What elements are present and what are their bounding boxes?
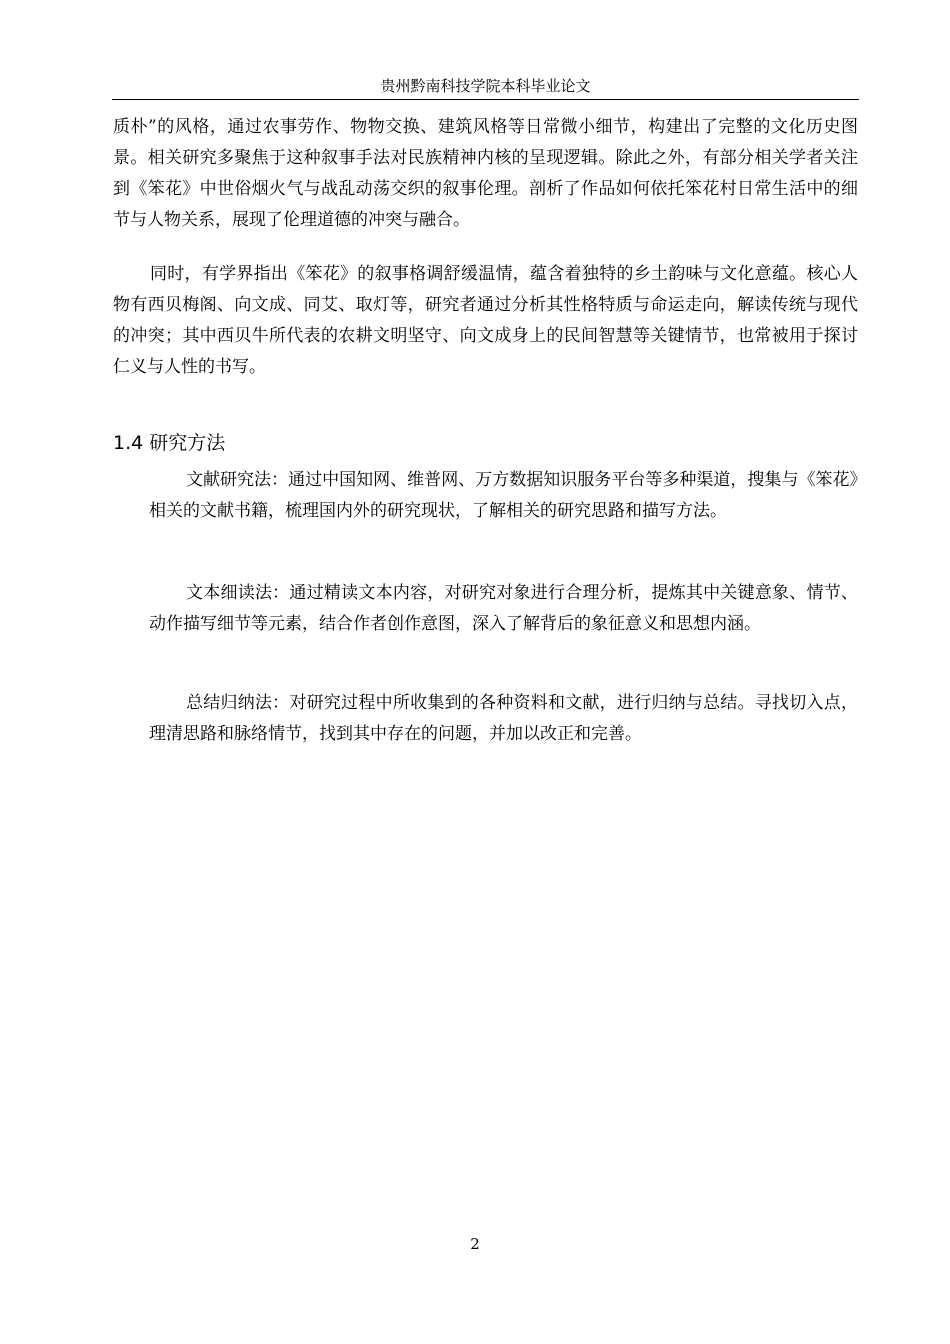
method-paragraph-close-reading: 文本细读法：通过精读文本内容，对研究对象进行合理分析，提炼其中关键意象、情节、动作描写细节等元素，结合作者创作意图，深入了解背后的象征意义和思想内涵。 [149, 583, 858, 634]
method-paragraph-summary: 总结归纳法：对研究过程中所收集到的各种资料和文献，进行归纳与总结。寻找切入点，理清思路和脉络情节，找到其中存在的问题，并加以改正和完善。 [149, 693, 858, 744]
body-paragraph-2: 同时，有学界指出《笨花》的叙事格调舒缓温情，蕴含着独特的乡土韵味与文化意蕴。核心人物有西贝梅阁、向文成、同艾、取灯等，研究者通过分析其性格特质与命运走向，解读传统与现代的冲突；其中西贝牛所代表的农耕文明坚守、向文成身上的民间智慧等关键情节，也常被用于探讨仁义与人性的书写。 [113, 264, 858, 377]
page-number: 2 [470, 1235, 480, 1253]
header-divider [112, 99, 859, 100]
page-header-title: 贵州黔南科技学院本科毕业论文 [380, 77, 591, 95]
method-paragraph-literature: 文献研究法：通过中国知网、维普网、万方数据知识服务平台等多种渠道，搜集与《笨花》相关的文献书籍，梳理国内外的研究现状，了解相关的研究思路和描写方法。 [149, 470, 858, 521]
section-heading: 1.4 研究方法 [113, 432, 226, 454]
body-paragraph-1: 质朴”的风格，通过农事劳作、物物交换、建筑风格等日常微小细节，构建出了完整的文化历史图景。相关研究多聚焦于这种叙事手法对民族精神内核的呈现逻辑。除此之外，有部分相关学者关注到《笨花》中世俗烟火气与战乱动荡交织的叙事伦理。剖析了作品如何依托笨花村日常生活中的细节与人物关系，展现了伦理道德的冲突与融合。 [113, 117, 858, 230]
